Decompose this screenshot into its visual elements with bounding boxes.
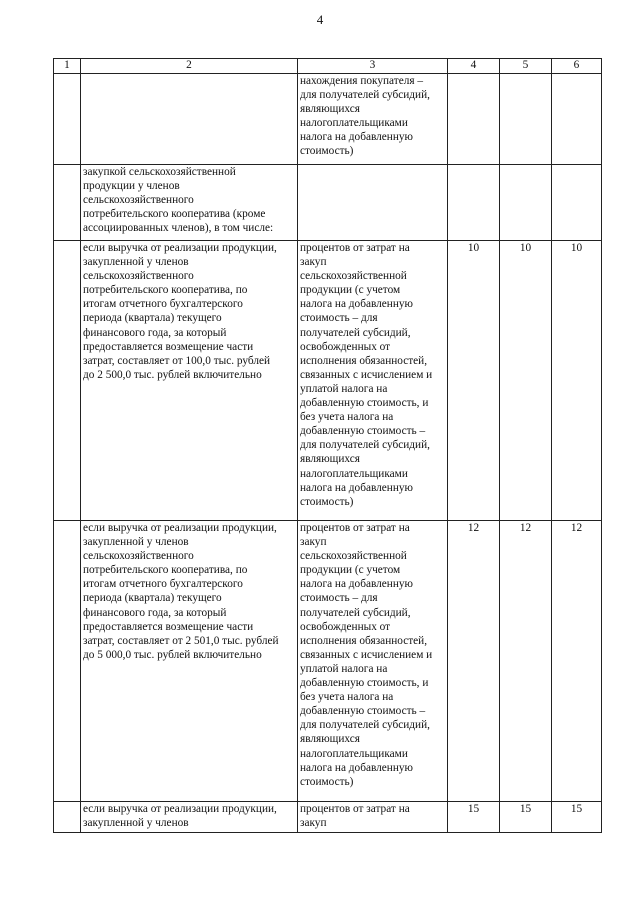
rate-cell-year3: 12	[552, 521, 602, 802]
rate-cell-year1: 12	[448, 521, 500, 802]
row-index-cell	[54, 165, 81, 241]
table-row	[54, 802, 602, 833]
rate-cell-year1	[448, 74, 500, 165]
page-number: 4	[316, 12, 324, 27]
column-header-1: 1	[54, 59, 81, 74]
row-index-cell	[54, 802, 81, 833]
column-header-6: 6	[552, 59, 602, 74]
column-header-2: 2	[81, 59, 298, 74]
row-index-cell	[54, 521, 81, 802]
row-index-cell	[54, 241, 81, 521]
description-cell: если выручка от реализации продукции, закупленной у членов сельскохозяйственного потребительского кооператива, по итогам отчетного бухгалтерского периода (квартала) текущего финансового года, за который предоставляется возмещение части затрат, составляет от 2 501,0 тыс. рублей до 5 000,0 тыс. рублей включительно	[81, 521, 298, 802]
rate-cell-year1: 15	[448, 802, 500, 833]
unit-cell: процентов от затрат на закуп	[298, 802, 448, 833]
column-header-4: 4	[448, 59, 500, 74]
table-row	[54, 521, 602, 802]
row-index-cell	[54, 74, 81, 165]
header-row	[54, 59, 602, 74]
description-cell	[81, 74, 298, 165]
column-header-3: 3	[298, 59, 448, 74]
table-row	[54, 165, 602, 241]
description-cell: если выручка от реализации продукции, закупленной у членов сельскохозяйственного потребительского кооператива, по итогам отчетного бухгалтерского периода (квартала) текущего финансового года, за который предоставляется возмещение части затрат, составляет от 100,0 тыс. рублей до 2 500,0 тыс. рублей включительно	[81, 241, 298, 521]
rate-cell-year3	[552, 74, 602, 165]
rate-cell-year1	[448, 165, 500, 241]
rate-cell-year3: 10	[552, 241, 602, 521]
unit-cell: процентов от затрат на закуп сельскохозяйственной продукции (с учетом налога на добавленную стоимость – для получателей субсидий, освобожденных от исполнения обязанностей, связанных с исчислением и уплатой налога на добавленную стоимость, и без учета налога на добавленную стоимость – для получателей субсидий, являющихся налогоплательщиками налога на добавленную стоимость)	[298, 521, 448, 802]
subsidy-rates-table	[53, 58, 602, 833]
rate-cell-year2: 12	[500, 521, 552, 802]
rate-cell-year2	[500, 74, 552, 165]
rate-cell-year3	[552, 165, 602, 241]
rate-cell-year2	[500, 165, 552, 241]
rate-cell-year1: 10	[448, 241, 500, 521]
unit-cell: процентов от затрат на закуп сельскохозяйственной продукции (с учетом налога на добавленную стоимость – для получателей субсидий, освобожденных от исполнения обязанностей, связанных с исчислением и уплатой налога на добавленную стоимость, и без учета налога на добавленную стоимость – для получателей субсидий, являющихся налогоплательщиками налога на добавленную стоимость)	[298, 241, 448, 521]
rate-cell-year2: 15	[500, 802, 552, 833]
unit-cell	[298, 165, 448, 241]
rate-cell-year2: 10	[500, 241, 552, 521]
unit-cell: нахождения покупателя – для получателей субсидий, являющихся налогоплательщиками налога на добавленную стоимость)	[298, 74, 448, 165]
description-cell: если выручка от реализации продукции, закупленной у членов	[81, 802, 298, 833]
table-row	[54, 74, 602, 165]
table-row	[54, 241, 602, 521]
column-header-5: 5	[500, 59, 552, 74]
description-cell: закупкой сельскохозяйственной продукции у членов сельскохозяйственного потребительского кооператива (кроме ассоциированных членов), в том числе:	[81, 165, 298, 241]
rate-cell-year3: 15	[552, 802, 602, 833]
